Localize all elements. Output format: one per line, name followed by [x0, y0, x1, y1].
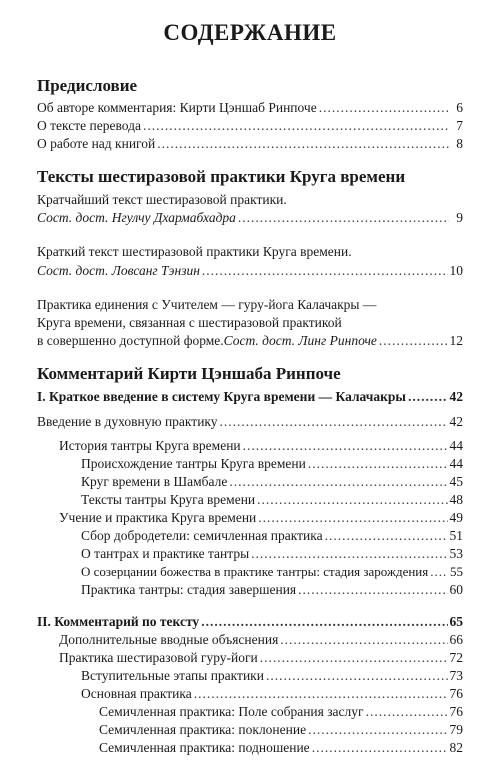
- leader-dots: [280, 632, 447, 648]
- toc-entry[interactable]: [59, 438, 463, 454]
- leader-dots: [220, 414, 448, 430]
- toc-entry-title: О тексте перевода: [37, 118, 141, 133]
- leader-dots: [266, 668, 448, 684]
- toc-part-entry[interactable]: [37, 389, 463, 405]
- toc-entry-page: 73: [449, 668, 463, 683]
- leader-dots: [366, 704, 448, 720]
- leader-dots: [325, 528, 448, 544]
- toc-entry-page: 10: [449, 263, 463, 278]
- section-heading-preface: Предисловие: [37, 76, 138, 95]
- toc-entry-title: I. Краткое введение в систему Круга времени — Калачакры: [37, 389, 406, 404]
- leader-dots: [308, 456, 448, 472]
- toc-entry-title: Практика шестиразовой гуру-йоги: [59, 650, 258, 665]
- toc-entry[interactable]: [59, 510, 463, 526]
- toc-entry-title: Основная практика: [81, 686, 192, 701]
- toc-entry[interactable]: [99, 704, 463, 720]
- toc-entry-page: 44: [449, 456, 463, 471]
- leader-dots: [201, 614, 447, 630]
- leader-dots: [258, 510, 447, 526]
- toc-entry-title: Практика тантры: стадия завершения: [81, 582, 297, 597]
- toc-entry-title: Учение и практика Круга времени: [59, 510, 257, 525]
- toc-entry-page: 76: [449, 686, 463, 701]
- toc-entry-line: Краткий текст шестиразовой практики Круга времени.: [37, 244, 352, 259]
- toc-entry[interactable]: [81, 546, 463, 562]
- toc-entry-title: О тантрах и практике тантры: [81, 546, 250, 561]
- toc-entry-line: в совершенно доступной форме.: [37, 333, 224, 348]
- toc-entry-page: 53: [449, 546, 463, 561]
- toc-entry[interactable]: [81, 474, 463, 490]
- toc-entry-page: 42: [449, 414, 463, 429]
- toc-entry-title: Тексты тантры Круга времени: [81, 492, 256, 507]
- leader-dots: [194, 686, 448, 702]
- toc-entry[interactable]: [81, 668, 463, 684]
- toc-entry-compiler: Сост. дост. Нгулчу Дхармабхадра: [37, 210, 236, 225]
- leader-dots: [308, 722, 447, 738]
- toc-entry-page: 9: [456, 210, 463, 225]
- toc-entry[interactable]: [59, 632, 463, 648]
- toc-entry-page: 79: [449, 722, 463, 737]
- leader-dots: [202, 263, 448, 279]
- toc-entry[interactable]: [81, 686, 463, 702]
- toc-entry[interactable]: [99, 740, 463, 756]
- toc-entry[interactable]: [37, 263, 463, 279]
- toc-entry-page: 76: [449, 704, 463, 719]
- leader-dots: [238, 210, 449, 226]
- toc-entry-title: Об авторе комментария: Кирти Цэншаб Ринпоче: [37, 100, 317, 115]
- toc-entry-line: Практика единения с Учителем — гуру-йога Калачакры —: [37, 297, 377, 312]
- toc-entry-page: 48: [449, 492, 463, 507]
- leader-dots: [251, 546, 447, 562]
- leader-dots: [243, 438, 448, 454]
- leader-dots: [379, 333, 448, 349]
- toc-entry-page: 49: [449, 510, 463, 525]
- toc-entry-title: Сбор добродетели: семичленная практика: [81, 528, 323, 543]
- leader-dots: [157, 136, 449, 152]
- toc-entry-page: 42: [449, 389, 463, 404]
- leader-dots: [430, 564, 448, 580]
- toc-entry[interactable]: [37, 333, 463, 349]
- toc-entry-page: 82: [449, 740, 463, 755]
- toc-entry-page: 66: [449, 632, 463, 647]
- section-heading-commentary: Комментарий Кирти Цэншаба Ринпоче: [37, 364, 341, 383]
- toc-entry[interactable]: [37, 100, 463, 116]
- toc-entry-title: Вступительные этапы практики: [81, 668, 264, 683]
- toc-entry-page: 55: [450, 564, 463, 579]
- toc-entry-compiler: Сост. дост. Ловсанг Тэнзин: [37, 263, 200, 278]
- toc-entry[interactable]: [37, 210, 463, 226]
- toc-entry[interactable]: [81, 456, 463, 472]
- toc-entry[interactable]: [81, 492, 463, 508]
- page-title: СОДЕРЖАНИЕ: [163, 20, 337, 45]
- toc-entry-compiler: Сост. дост. Линг Ринпоче: [223, 333, 377, 348]
- toc-entry-title: О работе над книгой: [37, 136, 156, 151]
- leader-dots: [408, 389, 448, 405]
- leader-dots: [319, 100, 449, 116]
- toc-entry[interactable]: [99, 722, 463, 738]
- toc-entry-title: О созерцании божества в практике тантры: стадия зарождения: [81, 564, 429, 579]
- toc-entry-page: 6: [456, 100, 463, 115]
- toc-entry-line: Кратчайший текст шестиразовой практики.: [37, 192, 287, 207]
- toc-entry-title: Семичленная практика: подношение: [99, 740, 310, 755]
- toc-entry-page: 51: [449, 528, 463, 543]
- leader-dots: [298, 582, 447, 598]
- toc-entry[interactable]: [37, 414, 463, 430]
- toc-entry-title: Введение в духовную практику: [37, 414, 218, 429]
- toc-entry-page: 44: [449, 438, 463, 453]
- toc-entry-title: Семичленная практика: Поле собрания заслуг: [99, 704, 364, 719]
- leader-dots: [229, 474, 447, 490]
- toc-entry[interactable]: [81, 582, 463, 598]
- toc-entry-title: II. Комментарий по тексту: [37, 614, 200, 629]
- toc-entry[interactable]: [81, 564, 463, 580]
- toc-entry-page: 12: [449, 333, 463, 348]
- toc-entry-title: Круг времени в Шамбале: [81, 474, 228, 489]
- toc-entry-page: 60: [449, 582, 463, 597]
- toc-entry-page: 65: [449, 614, 463, 629]
- toc-entry-page: 45: [449, 474, 463, 489]
- toc-entry-page: 7: [456, 118, 463, 133]
- toc-entry[interactable]: [37, 118, 463, 134]
- toc-entry-title: Семичленная практика: поклонение: [99, 722, 307, 737]
- toc-part-entry[interactable]: [37, 614, 463, 630]
- leader-dots: [143, 118, 449, 134]
- toc-entry[interactable]: [59, 650, 463, 666]
- toc-entry[interactable]: [81, 528, 463, 544]
- toc-entry-line: Круга времени, связанная с шестиразовой практикой: [37, 315, 342, 330]
- toc-entry-page: 72: [449, 650, 463, 665]
- toc-entry-page: 8: [456, 136, 463, 151]
- leader-dots: [312, 740, 448, 756]
- toc-entry-title: Происхождение тантры Круга времени: [81, 456, 306, 471]
- toc-entry-title: История тантры Круга времени: [59, 438, 241, 453]
- leader-dots: [257, 492, 447, 508]
- section-heading-texts: Тексты шестиразовой практики Круга времени: [37, 167, 406, 186]
- leader-dots: [260, 650, 448, 666]
- toc-entry-title: Дополнительные вводные объяснения: [59, 632, 279, 647]
- toc-entry[interactable]: [37, 136, 463, 152]
